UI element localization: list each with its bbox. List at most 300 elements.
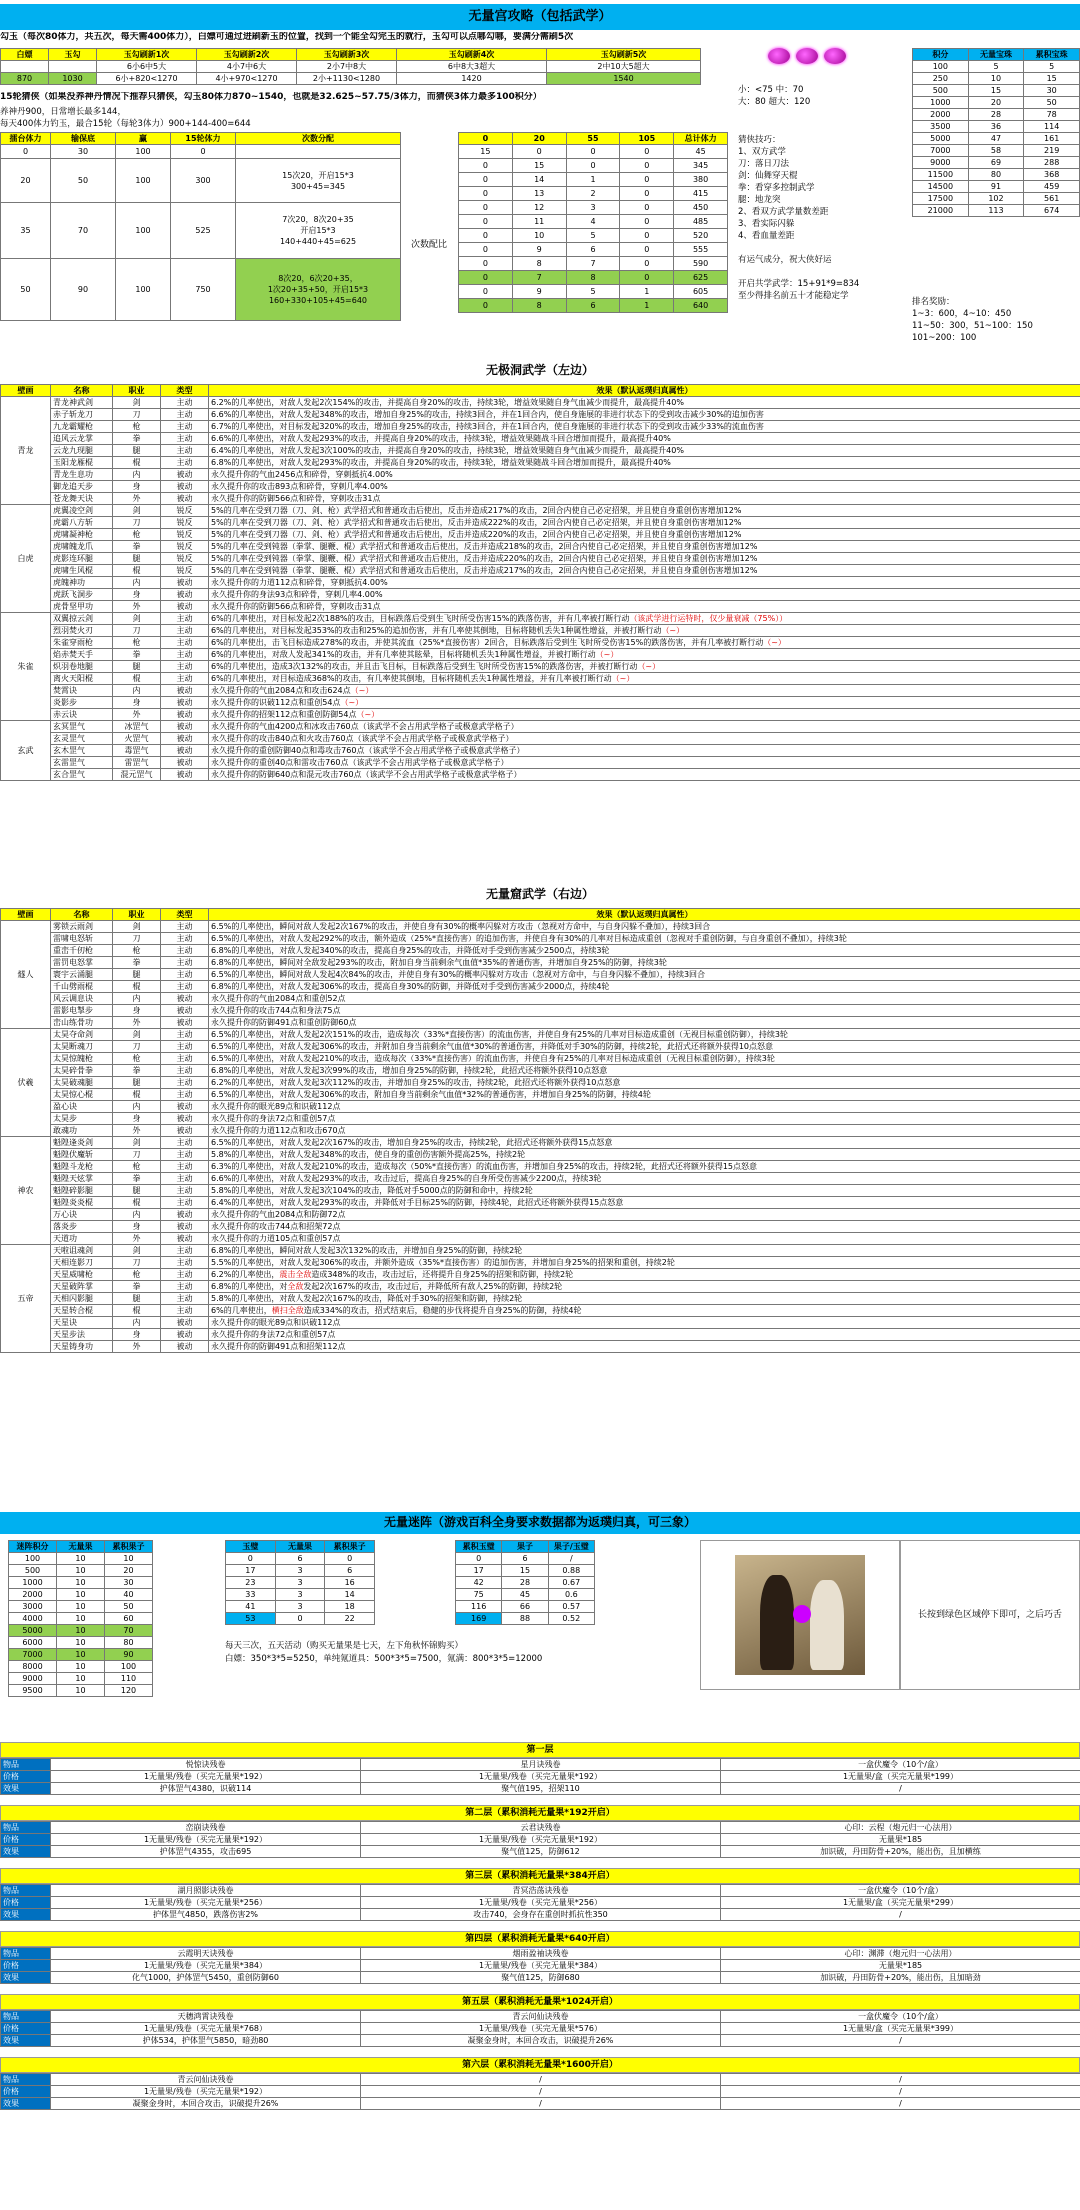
skill-type: 被动 bbox=[161, 1341, 209, 1353]
skill-effect: 6.2%的几率使出，对敌人发起2次154%的攻击，并提高自身20%的攻击，持续3轮，增益效果随自身气血减少而提升，最高提升40% bbox=[209, 397, 1080, 409]
shop-cell: 聚气值125，防御612 bbox=[361, 1846, 721, 1858]
jifen-cell: 11500 bbox=[913, 169, 969, 181]
skill-name: 青龙生息功 bbox=[51, 469, 113, 481]
ratio-cell: 0 bbox=[620, 159, 674, 173]
skill-name: 虎啸魄龙爪 bbox=[51, 541, 113, 553]
jifen-cell: 561 bbox=[1024, 193, 1080, 205]
maze-row bbox=[9, 1625, 153, 1637]
maze-cell: 5000 bbox=[9, 1625, 57, 1637]
martial-row bbox=[1, 529, 1080, 541]
lunbo-cell: 300 bbox=[171, 159, 236, 203]
tip-line: 有运气成分，祝大侠好运 bbox=[738, 255, 832, 265]
lunbo-header-row bbox=[1, 133, 401, 145]
skill-class: 身 bbox=[113, 589, 161, 601]
lunbo-cell: 90 bbox=[51, 259, 116, 321]
shop-cell: 加识破，丹田防骨+20%，能出伤，且加暗劲 bbox=[721, 1972, 1080, 1984]
shop-cell: 云君诀残卷 bbox=[361, 1822, 721, 1834]
skill-effect: 永久提升你的重创40点和雷攻击760点（该武学不会占用武学格子或极意武学格子） bbox=[209, 757, 1080, 769]
shop-cell: 1无量果/残卷（买完无量果*768） bbox=[51, 2023, 361, 2035]
shop-label: 物品 bbox=[1, 1885, 51, 1897]
skill-class: 内 bbox=[113, 685, 161, 697]
skill-class: 内 bbox=[113, 1209, 161, 1221]
gouyu-header: 白嫖 bbox=[1, 49, 49, 61]
skill-effect: 6.8%的几率使出，对敌人发起3次99%的攻击，增加自身25%的防御，持续2轮，此招式还将额外获得10点怒意 bbox=[209, 1065, 1080, 1077]
lunbo-cell: 70 bbox=[51, 203, 116, 259]
skill-class: 外 bbox=[113, 1017, 161, 1029]
jifen-note-2: 1~3：600，4~10：450 bbox=[912, 309, 1012, 319]
maze-row bbox=[9, 1613, 153, 1625]
ratio-cell: 520 bbox=[674, 229, 728, 243]
skill-effect: 永久提升你的力道112点和碎骨，穿刺抵抗4.00% bbox=[209, 577, 1080, 589]
ratio-cell: 7 bbox=[566, 257, 620, 271]
skill-name: 天星步法 bbox=[51, 1329, 113, 1341]
shop-cell: 无量果*185 bbox=[721, 1960, 1080, 1972]
lunbo-header: 擂台体力 bbox=[1, 133, 51, 145]
skill-type: 主动 bbox=[161, 1305, 209, 1317]
tip-line bbox=[738, 242, 908, 254]
jifen-row bbox=[913, 109, 1080, 121]
lunbo-header: 输保底 bbox=[51, 133, 116, 145]
skill-effect: 永久提升你的防御566点和碎骨，穿刺攻击31点 bbox=[209, 601, 1080, 613]
martial-row bbox=[1, 1317, 1080, 1329]
shop-floor-title: 第五层（累积消耗无量果*1024开启） bbox=[0, 1994, 1080, 2010]
gouyu-cell: 1540 bbox=[547, 73, 701, 85]
skill-name: 千山劈雨棍 bbox=[51, 981, 113, 993]
shop-cell: 青冥浩荡诀残卷 bbox=[361, 1885, 721, 1897]
skill-class: 身 bbox=[113, 1329, 161, 1341]
maze-row bbox=[9, 1673, 153, 1685]
skill-class: 身 bbox=[113, 697, 161, 709]
martial-row bbox=[1, 921, 1080, 933]
tip-line: 猜侠技巧： bbox=[738, 135, 781, 145]
skill-type: 被动 bbox=[161, 1113, 209, 1125]
skill-class: 腿 bbox=[113, 1185, 161, 1197]
skill-class: 刀 bbox=[113, 1041, 161, 1053]
skill-type: 主动 bbox=[161, 661, 209, 673]
skill-effect: 6.5%的几率使出，对敌人发起210%的攻击，造成每次（33%*直接伤害）的流血伤害，并使自身有25%的几率对目标造成重创（无视目标重创防御），持续3轮 bbox=[209, 1053, 1080, 1065]
ratio-row bbox=[459, 285, 728, 299]
skill-class: 腿 bbox=[113, 969, 161, 981]
shop-row bbox=[1, 1909, 1080, 1921]
skill-class: 刀 bbox=[113, 625, 161, 637]
maze-row bbox=[9, 1637, 153, 1649]
ratio-header: 0 bbox=[459, 133, 513, 145]
maze-cell: 30 bbox=[105, 1577, 153, 1589]
skill-type: 被动 bbox=[161, 745, 209, 757]
jifen-cell: 69 bbox=[968, 157, 1024, 169]
lunbo-header: 次数分配 bbox=[236, 133, 401, 145]
martial-row bbox=[1, 757, 1080, 769]
jifen-row bbox=[913, 133, 1080, 145]
shop-label: 价格 bbox=[1, 2023, 51, 2035]
jifen-row bbox=[913, 169, 1080, 181]
skill-type: 被动 bbox=[161, 589, 209, 601]
skill-name: 虎骨坚甲功 bbox=[51, 601, 113, 613]
ratio-cell: 0 bbox=[620, 187, 674, 201]
gouyu-cell: 6小6中5大 bbox=[97, 61, 197, 73]
ratio-row bbox=[459, 271, 728, 285]
maze-cell: 1000 bbox=[9, 1577, 57, 1589]
ratio-cell: 0 bbox=[566, 145, 620, 159]
skill-type: 被动 bbox=[161, 1221, 209, 1233]
martial-row bbox=[1, 1305, 1080, 1317]
maze-cell: 10 bbox=[57, 1649, 105, 1661]
martial-row bbox=[1, 769, 1080, 781]
maze-cell: 3 bbox=[275, 1601, 325, 1613]
shop-label: 效果 bbox=[1, 1972, 51, 1984]
shop-row bbox=[1, 1885, 1080, 1897]
skill-effect: 6.8%的几率使出，对敌人发起306%的攻击，提高自身30%的防御，并降低对手受到伤害减少2000点，持续4轮 bbox=[209, 981, 1080, 993]
skill-name: 雾锁云雨剑 bbox=[51, 921, 113, 933]
skill-effect: 永久提升你的招架112点和重创防御54点（~） bbox=[209, 709, 1080, 721]
shop-cell: 心印：渊滞（炮元归一心法用） bbox=[721, 1948, 1080, 1960]
gem-large-icon bbox=[824, 48, 846, 64]
martial-row bbox=[1, 1293, 1080, 1305]
shop-label: 物品 bbox=[1, 2011, 51, 2023]
skill-name: 魁隍碎影腿 bbox=[51, 1185, 113, 1197]
maze-cell: 80 bbox=[105, 1637, 153, 1649]
shop-cell: 聚气值195，招架110 bbox=[361, 1783, 721, 1795]
skill-type: 被动 bbox=[161, 685, 209, 697]
shop-cell: 无量果*185 bbox=[721, 1834, 1080, 1846]
jifen-cell: 3500 bbox=[913, 121, 969, 133]
skill-effect: 6%的几率使出，对敌人发起341%的攻击，并有几率使其眩晕，目标将随机丢失1种属性增益，并被打断行动（~） bbox=[209, 649, 1080, 661]
jifen-cell: 459 bbox=[1024, 181, 1080, 193]
lunbo-header: 15轮体力 bbox=[171, 133, 236, 145]
shop-floor-table bbox=[0, 2073, 1080, 2110]
gouyu-row bbox=[1, 61, 701, 73]
jifen-cell: 114 bbox=[1024, 121, 1080, 133]
left-martial-table bbox=[0, 384, 1080, 781]
jifen-row bbox=[913, 157, 1080, 169]
maze-header-row bbox=[226, 1541, 375, 1553]
ratio-cell: 0 bbox=[620, 271, 674, 285]
martial-row bbox=[1, 481, 1080, 493]
skill-class: 身 bbox=[113, 481, 161, 493]
maze-cell: 10 bbox=[105, 1553, 153, 1565]
skill-type: 主动 bbox=[161, 969, 209, 981]
skill-type: 主动 bbox=[161, 1089, 209, 1101]
shop-label: 效果 bbox=[1, 2035, 51, 2047]
skill-type: 被动 bbox=[161, 769, 209, 781]
skill-class: 身 bbox=[113, 1221, 161, 1233]
martial-header: 名称 bbox=[51, 909, 113, 921]
lunbo-cell bbox=[236, 145, 401, 159]
martial-row bbox=[1, 421, 1080, 433]
skill-class: 腿 bbox=[113, 445, 161, 457]
martial-row bbox=[1, 1041, 1080, 1053]
ratio-cell: 0 bbox=[459, 271, 513, 285]
shop-cell: 峦崩诀残卷 bbox=[51, 1822, 361, 1834]
skill-class: 火罡气 bbox=[113, 733, 161, 745]
shop-floor-title: 第四层（累积消耗无量果*640开启） bbox=[0, 1931, 1080, 1947]
skill-class: 拳 bbox=[113, 433, 161, 445]
martial-header: 类型 bbox=[161, 385, 209, 397]
skill-effect: 6.2%的几率使出，对敌人发起3次112%的攻击，并增加自身25%的攻击，持续2轮，此招式还将额外获得10点怒意 bbox=[209, 1077, 1080, 1089]
skill-type: 锐反 bbox=[161, 565, 209, 577]
skill-type: 主动 bbox=[161, 1185, 209, 1197]
shop-cell: 一盒伏魔令（10个/盒） bbox=[721, 1759, 1080, 1771]
skill-class: 枪 bbox=[113, 1161, 161, 1173]
shop-cell: 加识破，丹田防骨+20%，能出伤，且加横练 bbox=[721, 1846, 1080, 1858]
gem-medium-icon bbox=[796, 48, 818, 64]
skill-type: 锐反 bbox=[161, 505, 209, 517]
ratio-cell: 0 bbox=[459, 159, 513, 173]
skill-effect: 永久提升你的气血2456点和碎骨，穿刺抵抗4.00% bbox=[209, 469, 1080, 481]
skill-effect: 6%的几率使出，横扫全敌造成334%的攻击，招式结束后，稳健的步伐将提升自身25%的防御，持续4轮 bbox=[209, 1305, 1080, 1317]
ratio-cell: 485 bbox=[674, 215, 728, 229]
tip-line: 开启共学武学：15+91*9=834 bbox=[738, 279, 860, 289]
skill-name: 天啦诅魂剑 bbox=[51, 1245, 113, 1257]
skill-class: 外 bbox=[113, 709, 161, 721]
skill-type: 被动 bbox=[161, 481, 209, 493]
skill-name: 玄雷罡气 bbox=[51, 757, 113, 769]
shop-cell: 青云问仙诀残卷 bbox=[361, 2011, 721, 2023]
shop-cell: / bbox=[361, 2086, 721, 2098]
skill-name: 太昊夺命剑 bbox=[51, 1029, 113, 1041]
shop-cell: 护体罡气4380，识破114 bbox=[51, 1783, 361, 1795]
shop-cell: 一盒伏魔令（10个/盒） bbox=[721, 2011, 1080, 2023]
jifen-cell: 2000 bbox=[913, 109, 969, 121]
shop-row bbox=[1, 1783, 1080, 1795]
ratio-header: 105 bbox=[620, 133, 674, 145]
ratio-cell: 590 bbox=[674, 257, 728, 271]
shop-floor-title: 第六层（累积消耗无量果*1600开启） bbox=[0, 2057, 1080, 2073]
martial-row bbox=[1, 433, 1080, 445]
maze-cell: 0.88 bbox=[548, 1565, 594, 1577]
skill-effect: 永久提升你的身法93点和碎骨，穿刺几率4.00% bbox=[209, 589, 1080, 601]
skill-name: 苍龙舞天诀 bbox=[51, 493, 113, 505]
maze-cell: / bbox=[548, 1553, 594, 1565]
skill-effect: 6.5%的几率使出，瞬间对敌人发起2次167%的攻击，并使自身有30%的概率闪躲对方攻击（忽视对方命中，与自身闪躲不叠加），持续3回合 bbox=[209, 921, 1080, 933]
shop-cell: 1无量果/残卷（买完无量果*192） bbox=[361, 1771, 721, 1783]
lunbo-cell: 525 bbox=[171, 203, 236, 259]
skill-name: 玉阳龙雁棍 bbox=[51, 457, 113, 469]
maze-screenshot bbox=[700, 1540, 900, 1690]
maze-header: 果子/玉璧 bbox=[548, 1541, 594, 1553]
lunbo-cell: 100 bbox=[116, 259, 171, 321]
skill-class: 棍 bbox=[113, 1305, 161, 1317]
skill-class: 剑 bbox=[113, 921, 161, 933]
tip-line: 拳：看穿多控制武学 bbox=[738, 183, 815, 193]
skill-effect: 5.8%的几率使出，对敌人发起3次104%的攻击，降低对手5000点的防御和命中，持续2轮 bbox=[209, 1185, 1080, 1197]
maze-header: 果子 bbox=[502, 1541, 548, 1553]
maze-cell: 100 bbox=[105, 1661, 153, 1673]
mural-name: 青龙 bbox=[1, 397, 51, 505]
skill-name: 雷啸电怒斩 bbox=[51, 933, 113, 945]
maze-cell: 3000 bbox=[9, 1601, 57, 1613]
ratio-cell: 0 bbox=[620, 145, 674, 159]
skill-effect: 6.6%的几率使出，对敌人发起293%的攻击，并提高自身20%的攻击，持续3轮，增益效果随战斗回合增加而提升，最高提升40% bbox=[209, 433, 1080, 445]
skill-effect: 永久提升你的力道112点和攻击670点 bbox=[209, 1125, 1080, 1137]
maze-row bbox=[9, 1661, 153, 1673]
martial-header-row bbox=[1, 909, 1080, 921]
skill-type: 主动 bbox=[161, 1197, 209, 1209]
shop-floor-title: 第一层 bbox=[0, 1742, 1080, 1758]
maze-cell: 40 bbox=[105, 1589, 153, 1601]
skill-name: 雷影电掣步 bbox=[51, 1005, 113, 1017]
jifen-cell: 161 bbox=[1024, 133, 1080, 145]
skill-class: 外 bbox=[113, 493, 161, 505]
shop-row bbox=[1, 1897, 1080, 1909]
skill-effect: 永久提升你的眼光89点和识破112点 bbox=[209, 1317, 1080, 1329]
skill-class: 混元罡气 bbox=[113, 769, 161, 781]
maze-row bbox=[456, 1589, 595, 1601]
maze-cell: 22 bbox=[325, 1613, 375, 1625]
shop-row bbox=[1, 1948, 1080, 1960]
gouyu-cell: 4小+970<1270 bbox=[197, 73, 297, 85]
maze-row bbox=[9, 1685, 153, 1697]
ratio-cell: 0 bbox=[566, 159, 620, 173]
ratio-header: 20 bbox=[512, 133, 566, 145]
skill-class: 拳 bbox=[113, 649, 161, 661]
skill-name: 重峦千仞枪 bbox=[51, 945, 113, 957]
jifen-cell: 58 bbox=[968, 145, 1024, 157]
ratio-cell: 9 bbox=[512, 285, 566, 299]
jifen-row bbox=[913, 85, 1080, 97]
skill-type: 主动 bbox=[161, 1053, 209, 1065]
ratio-cell: 6 bbox=[566, 299, 620, 313]
jifen-cell: 9000 bbox=[913, 157, 969, 169]
skill-name: 风云调息诀 bbox=[51, 993, 113, 1005]
ratio-row bbox=[459, 201, 728, 215]
maze-row bbox=[226, 1589, 375, 1601]
maze-cell: 0 bbox=[325, 1553, 375, 1565]
skill-name: 赤子斩龙刀 bbox=[51, 409, 113, 421]
maze-cell: 0.6 bbox=[548, 1589, 594, 1601]
martial-row bbox=[1, 1125, 1080, 1137]
skill-effect: 永久提升你的攻击744点和招架72点 bbox=[209, 1221, 1080, 1233]
maze-cell: 50 bbox=[105, 1601, 153, 1613]
skill-name: 敢魂功 bbox=[51, 1125, 113, 1137]
ratio-cell: 0 bbox=[459, 243, 513, 257]
jifen-cell: 21000 bbox=[913, 205, 969, 217]
skill-type: 主动 bbox=[161, 1137, 209, 1149]
martial-row bbox=[1, 993, 1080, 1005]
jifen-cell: 15 bbox=[968, 85, 1024, 97]
skill-class: 拳 bbox=[113, 541, 161, 553]
shop-floor-title: 第二层（累积消耗无量果*192开启） bbox=[0, 1805, 1080, 1821]
tip-line: 剑：仙舞穿天棍 bbox=[738, 171, 798, 181]
skill-effect: 6.8%的几率使出，对敌人发起340%的攻击，提高自身25%的攻击，并降低对手受到伤害减少2500点，持续3轮 bbox=[209, 945, 1080, 957]
lunbo-title: 15轮猜侠（如果没养神丹情况下推荐只猜侠，勾玉80体力870~1540，也就是32.625~57.75/3体力，而猜侠3体力最多100积分） bbox=[0, 92, 542, 102]
lunbo-cell: 100 bbox=[116, 145, 171, 159]
maze-cell: 6 bbox=[275, 1553, 325, 1565]
skill-name: 御龙追天步 bbox=[51, 481, 113, 493]
skill-type: 主动 bbox=[161, 1281, 209, 1293]
shop-cell: / bbox=[721, 1783, 1080, 1795]
jifen-cell: 5 bbox=[1024, 61, 1080, 73]
maze-cell: 116 bbox=[456, 1601, 502, 1613]
ratio-cell: 10 bbox=[512, 229, 566, 243]
shop-cell: 化气1000，护体罡气5450，重创防御60 bbox=[51, 1972, 361, 1984]
skill-type: 被动 bbox=[161, 709, 209, 721]
skill-effect: 6.4%的几率使出，对敌人发起293%的攻击，并降低对手目标25%的防御，持续4轮，此招式还将额外获得15点怒意 bbox=[209, 1197, 1080, 1209]
martial-row bbox=[1, 745, 1080, 757]
jifen-row bbox=[913, 121, 1080, 133]
skill-effect: 6.8%的几率使出，瞬间对全敌发起293%的攻击，附加自身当前剩余气血值*35%的普通伤害，并增加自身25%的防御，持续3轮 bbox=[209, 957, 1080, 969]
skill-class: 棍 bbox=[113, 673, 161, 685]
skill-class: 刀 bbox=[113, 933, 161, 945]
maze-header: 无量果 bbox=[275, 1541, 325, 1553]
shop-cell: 聚气值125，防御680 bbox=[361, 1972, 721, 1984]
maze-jade-table bbox=[225, 1540, 375, 1625]
skill-effect: 永久提升你的攻击893点和碎骨，穿刺几率4.00% bbox=[209, 481, 1080, 493]
martial-row bbox=[1, 1137, 1080, 1149]
shop-cell: 1无量果/残卷（买完无量果*192） bbox=[361, 1834, 721, 1846]
lunbo-table bbox=[0, 132, 401, 321]
maze-cell: 0 bbox=[226, 1553, 276, 1565]
maze-row bbox=[9, 1553, 153, 1565]
skill-type: 主动 bbox=[161, 1041, 209, 1053]
martial-row bbox=[1, 673, 1080, 685]
skill-class: 腿 bbox=[113, 553, 161, 565]
skill-effect: 6.5%的几率使出，对敌人发起2次167%的攻击，增加自身25%的攻击，持续2轮，此招式还将额外获得15点怒意 bbox=[209, 1137, 1080, 1149]
lunbo-row bbox=[1, 145, 401, 159]
ratio-cell: 0 bbox=[620, 201, 674, 215]
shop-label: 效果 bbox=[1, 2098, 51, 2110]
maze-cell: 75 bbox=[456, 1589, 502, 1601]
ratio-cell: 0 bbox=[459, 257, 513, 271]
skill-class: 棍 bbox=[113, 1197, 161, 1209]
maze-row bbox=[226, 1565, 375, 1577]
ratio-cell: 1 bbox=[620, 299, 674, 313]
ratio-cell: 0 bbox=[459, 173, 513, 187]
shop-row bbox=[1, 1972, 1080, 1984]
skill-class: 剑 bbox=[113, 505, 161, 517]
jifen-cell: 674 bbox=[1024, 205, 1080, 217]
shop-cell: 1无量果/盒（买完无量果*299） bbox=[721, 1897, 1080, 1909]
jifen-cell: 47 bbox=[968, 133, 1024, 145]
skill-class: 刀 bbox=[113, 409, 161, 421]
martial-row bbox=[1, 445, 1080, 457]
gouyu-header-row bbox=[1, 49, 701, 61]
gouyu-cell bbox=[49, 61, 97, 73]
skill-name: 焚霄诀 bbox=[51, 685, 113, 697]
skill-class: 剑 bbox=[113, 1245, 161, 1257]
shop-cell: / bbox=[721, 1909, 1080, 1921]
skill-name: 寰宇云涌腿 bbox=[51, 969, 113, 981]
lunbo-lines bbox=[0, 106, 420, 130]
skill-name: 炎影步 bbox=[51, 697, 113, 709]
highlight-text: （~） bbox=[611, 673, 635, 683]
martial-row bbox=[1, 945, 1080, 957]
shop-floor-table bbox=[0, 1884, 1080, 1921]
maze-cell: 2000 bbox=[9, 1589, 57, 1601]
maze-header: 迷阵积分 bbox=[9, 1541, 57, 1553]
skill-effect: 永久提升你的防御491点和招架112点 bbox=[209, 1341, 1080, 1353]
gouyu-header: 玉勾刷新4次 bbox=[397, 49, 547, 61]
highlight-text: （~） bbox=[661, 625, 685, 635]
shop-label: 物品 bbox=[1, 1948, 51, 1960]
maze-row bbox=[9, 1601, 153, 1613]
maze-note-1: 每天三次，五天活动（购买无量果是七天，左下角秋怀锦购买） bbox=[225, 1641, 464, 1651]
ratio-cell: 14 bbox=[512, 173, 566, 187]
shop-label: 效果 bbox=[1, 1909, 51, 1921]
highlight-text: （~） bbox=[356, 709, 380, 719]
ratio-cell: 380 bbox=[674, 173, 728, 187]
martial-header: 壁画 bbox=[1, 385, 51, 397]
maze-cell: 10 bbox=[57, 1601, 105, 1613]
skill-name: 虎啸生风棍 bbox=[51, 565, 113, 577]
skill-effect: 永久提升你的攻击744点和身法75点 bbox=[209, 1005, 1080, 1017]
jifen-cell: 14500 bbox=[913, 181, 969, 193]
skill-name: 玄灵罡气 bbox=[51, 733, 113, 745]
maze-cell: 0.52 bbox=[548, 1613, 594, 1625]
ratio-row bbox=[459, 299, 728, 313]
skill-effect: 永久提升你的防御640点和混元攻击760点（该武学不会占用武学格子或极意武学格子） bbox=[209, 769, 1080, 781]
skill-effect: 6%的几率使出，对目标造成368%的攻击，有几率使其倒地，目标将随机丢失1种属性增益，并有几率被打断行动（~） bbox=[209, 673, 1080, 685]
